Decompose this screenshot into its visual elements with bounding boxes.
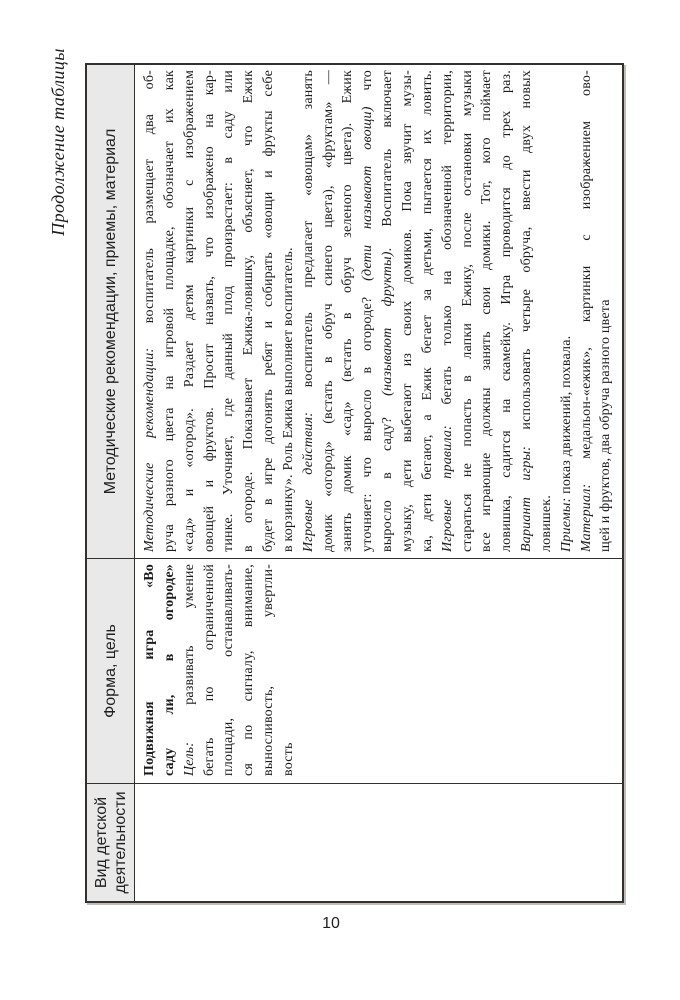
text-line xyxy=(517,70,537,552)
text-segment: воспитатель предлагает «овощам» занять xyxy=(300,70,316,412)
text-segment: выросло в саду? xyxy=(380,395,396,552)
text-segment: бегать только на обозначенной территории, xyxy=(439,69,455,426)
text-line xyxy=(180,564,200,776)
text-segment: площади, останавливать- xyxy=(221,564,237,776)
text-line xyxy=(577,70,597,552)
text-line xyxy=(259,70,279,552)
text-segment: ся по сигналу, внимание, xyxy=(241,564,257,776)
italic-text-segment: (дети называют овощи) xyxy=(360,106,376,281)
text-segment: руча разного цвета на игровой площадке, обозначает их как xyxy=(161,70,177,552)
text-segment: овощей и фруктов. Просит назвать, что изображено на кар- xyxy=(201,70,217,552)
text-line xyxy=(438,70,458,552)
table-continuation-caption: Продолжение таблицы xyxy=(48,48,68,236)
text-segment: бегать по ограниченной xyxy=(201,564,217,776)
text-line xyxy=(319,70,339,552)
text-line xyxy=(200,70,220,552)
text-segment: использовать четыре обруча, ввести двух новых xyxy=(519,70,535,446)
text-segment: выносливость, увертли- xyxy=(261,564,277,776)
text-line xyxy=(160,564,180,776)
text-segment: «сад» и «огород». Раздает детям картинки с изображением xyxy=(181,70,197,552)
text-line xyxy=(418,70,438,552)
text-line xyxy=(180,70,200,552)
header-cell-method: Методические рекомендации, приемы, материал xyxy=(87,65,135,558)
body-cell-method xyxy=(135,65,622,558)
text-segment: щей и фруктов, два обруча разного цвета xyxy=(598,299,614,552)
text-line xyxy=(219,564,239,776)
text-line xyxy=(557,70,577,552)
text-line xyxy=(338,70,358,552)
text-segment: вость xyxy=(280,742,296,776)
text-segment: ка, дети бегают, а Ежик бегает за детьми, пытается их ловить. xyxy=(419,70,435,552)
text-segment: домик «огород» (встать в обруч синего цвета), «фруктам» — xyxy=(320,70,336,552)
text-segment: тинке. Уточняет, где данный плод произрастает: в саду или xyxy=(221,70,237,552)
text-line xyxy=(219,70,239,552)
text-line xyxy=(378,70,398,552)
text-segment: занять домик «сад» (встать в обруч зеленого цвета). Ежик xyxy=(340,70,356,552)
text-segment: будет в игре догонять ребят и собирать «овощи и фрукты себе xyxy=(261,70,277,552)
italic-text-segment: Материал: xyxy=(578,483,594,552)
text-line xyxy=(239,70,259,552)
italic-text-segment: Цель: xyxy=(181,741,197,776)
page-number: 10 xyxy=(322,915,340,932)
text-segment: в корзинку». Роль Ежика выполняет воспитатель. xyxy=(280,247,296,552)
text-line xyxy=(477,70,497,552)
italic-text-segment: Игровые действия: xyxy=(300,411,316,552)
text-segment: показ движений, похвала. xyxy=(558,335,574,498)
italic-text-segment: Игровые правила: xyxy=(439,425,455,552)
text-segment: музыку, дети выбегают из своих домиков. Пока звучит музы- xyxy=(399,70,415,552)
text-line xyxy=(259,564,279,776)
text-segment: в огороде. Показывает Ежика-ловишку, объясняет, что Ежик xyxy=(241,70,257,552)
body-cell-activity-type xyxy=(135,783,622,901)
text-line xyxy=(299,70,319,552)
bold-text-segment: саду ли, в огороде» xyxy=(161,564,177,776)
text-line xyxy=(160,70,180,552)
header-cell-activity-type: Вид детской деятельности xyxy=(87,783,135,901)
text-line xyxy=(279,70,299,552)
text-segment: все играющие должны занять свои домики. Тот, кого поймает xyxy=(479,70,495,552)
text-segment: развивать умение xyxy=(181,564,197,742)
text-line xyxy=(140,564,160,776)
text-segment: стараться не попасть в лапки Ежику, после остановки музыки xyxy=(459,70,475,552)
text-line xyxy=(239,564,259,776)
italic-text-segment: Методические рекомендации: xyxy=(142,347,157,552)
body-cell-form-goal xyxy=(135,558,622,783)
italic-text-segment: Вариант игры: xyxy=(519,445,535,552)
bold-text-segment: Подвижная игра «Во xyxy=(142,564,157,776)
table-grid xyxy=(85,63,624,903)
header-cell-form-goal: Форма, цель xyxy=(87,558,135,783)
text-segment: уточняет: что выросло в огороде? xyxy=(360,280,376,552)
text-line xyxy=(140,70,160,552)
text-segment: ловишка, садится на скамейку. Игра проводится до трех раз. xyxy=(499,70,515,552)
text-line xyxy=(458,70,478,552)
text-line xyxy=(596,70,616,552)
text-segment: что xyxy=(360,70,376,107)
text-segment: ловишек. xyxy=(538,495,554,552)
italic-text-segment: (называют фрукты) xyxy=(380,251,396,396)
text-segment: . Воспитатель включает xyxy=(380,70,396,252)
text-line xyxy=(200,564,220,776)
italic-text-segment: Приемы: xyxy=(558,497,574,552)
text-segment: воспитатель размещает два об- xyxy=(142,69,157,348)
text-line xyxy=(358,70,378,552)
text-line xyxy=(497,70,517,552)
text-line xyxy=(398,70,418,552)
text-line xyxy=(279,564,299,776)
text-line xyxy=(537,70,557,552)
data-table xyxy=(85,63,624,903)
text-segment: медальон-«ежик», картинки с изображением ово- xyxy=(578,70,594,484)
